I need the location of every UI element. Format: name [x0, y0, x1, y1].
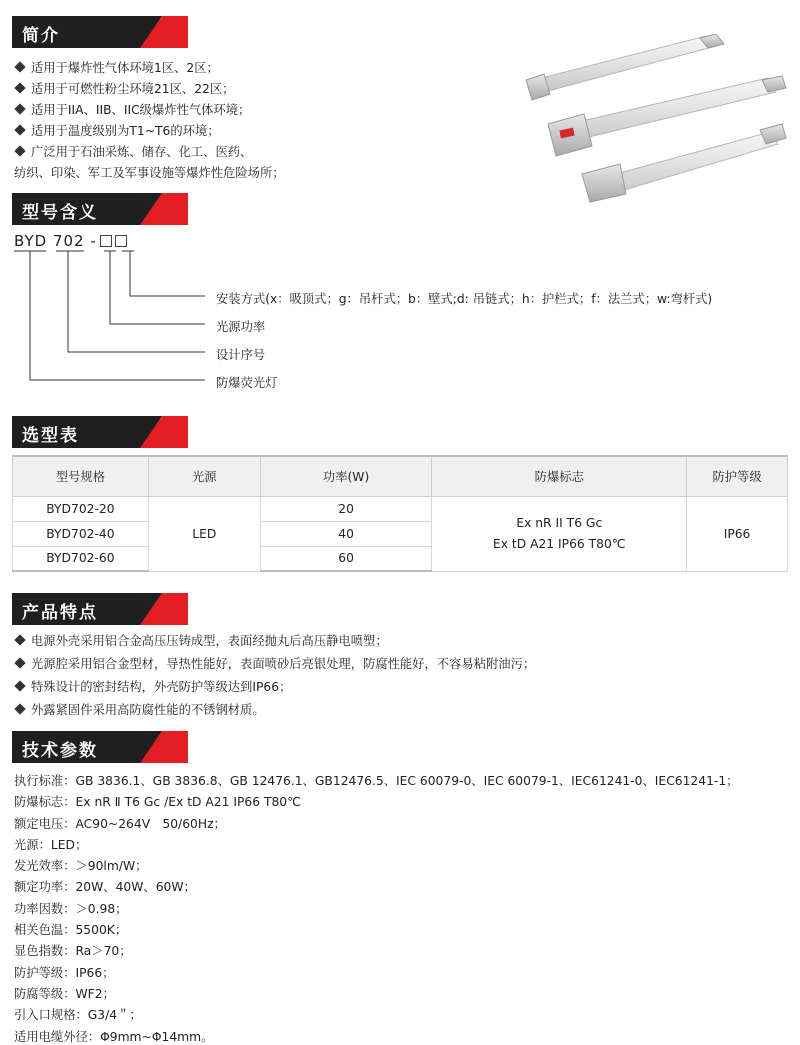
list-item: 适用于IIA、IIB、IIC级爆炸性气体环境；: [14, 100, 285, 121]
section-title-intro: 简介: [22, 26, 60, 46]
list-item: 适用于爆炸性气体环境1区、2区；: [14, 58, 285, 79]
param-line: 执行标准：GB 3836.1、GB 3836.8、GB 12476.1、GB12476.5、IEC 60079-0、IEC 60079-1、IEC61241-0、IEC61241-1；: [14, 774, 739, 788]
selection-table: [12, 455, 788, 572]
section-title-features: 产品特点: [22, 603, 98, 623]
param-line: 光源：LED；: [14, 837, 88, 852]
light-source-cell: LED: [148, 496, 260, 571]
column-header: 防爆标志: [432, 456, 687, 496]
protection-cell: IP66: [687, 496, 788, 571]
param-line: 发光效率：＞90lm/W；: [14, 859, 148, 874]
diamond-bullet-icon: [14, 634, 25, 645]
param-line: 相关色温：5500K；: [14, 923, 128, 938]
list-item: 电源外壳采用铝合金高压压铸成型，表面经抛丸后高压静电喷塑；: [14, 630, 535, 653]
list-item: 特殊设计的密封结构，外壳防护等级达到IP66；: [14, 676, 535, 699]
section-header-features: [12, 593, 188, 625]
model-cell: BYD702-20: [13, 496, 149, 521]
list-item: 广泛用于石油采炼、储存、化工、医药、: [14, 142, 285, 163]
model-cell: BYD702-60: [13, 546, 149, 571]
param-line: 适用电缆外径：Φ9mm~Φ14mm。: [14, 1029, 214, 1044]
ex-mark-cell: Ex nR II T6 Gc Ex tD A21 IP66 T80℃: [432, 496, 687, 571]
column-header: 功率(W): [260, 456, 432, 496]
model-label-power: 光源功率: [216, 320, 266, 334]
column-header: 防护等级: [687, 456, 788, 496]
section-header-tech: [12, 731, 188, 763]
tech-params-list: [14, 771, 738, 1045]
param-line: 防腐等级：WF2；: [14, 986, 115, 1001]
power-cell: 60: [260, 546, 432, 571]
param-line: 引入口规格：G3/4＂；: [14, 1008, 142, 1023]
section-header-selection: [12, 416, 188, 448]
diamond-bullet-icon: [14, 680, 25, 691]
param-line: 防护等级：IP66；: [14, 965, 115, 980]
list-item: 适用于温度级别为T1~T6的环境；: [14, 121, 285, 142]
list-item: 外露紧固件采用高防腐性能的不锈钢材质。: [14, 699, 535, 722]
power-cell: 20: [260, 496, 432, 521]
param-line: 防爆标志：Ex nR Ⅱ T6 Gc /Ex tD A21 IP66 T80℃: [14, 795, 301, 810]
power-cell: 40: [260, 521, 432, 546]
list-item: 光源腔采用铝合金型材，导热性能好，表面喷砂后亮银处理，防腐性能好，不容易粘附油污；: [14, 653, 535, 676]
column-header: 型号规格: [13, 456, 149, 496]
param-line: 额定电压：AC90~264V 50/60Hz；: [14, 816, 226, 831]
table-header-row: [13, 456, 788, 496]
model-diagram-lines: [0, 0, 800, 400]
param-line: 额定功率：20W、40W、60W；: [14, 880, 196, 895]
list-item-continuation: 纺织、印染、军工及军事设施等爆炸性危险场所；: [14, 166, 285, 180]
features-list: [14, 630, 535, 722]
diamond-bullet-icon: [14, 703, 25, 714]
model-label-serial: 设计序号: [216, 348, 266, 362]
section-title-model: 型号含义: [22, 203, 98, 223]
table-row: [13, 496, 788, 521]
param-line: 功率因数：＞0.98；: [14, 901, 128, 916]
param-line: 显色指数：Ra＞70；: [14, 944, 132, 959]
column-header: 光源: [148, 456, 260, 496]
model-label-product: 防爆荧光灯: [216, 376, 278, 390]
list-item: 适用于可燃性粉尘环境21区、22区；: [14, 79, 285, 100]
model-label-install: 安装方式(x：吸顶式；g：吊杆式；b：壁式;d: 吊链式；h：护栏式；f：法兰式；w:弯杆式): [216, 292, 713, 306]
model-cell: BYD702-40: [13, 521, 149, 546]
model-code: BYD 702 -: [14, 232, 127, 250]
section-title-tech: 技术参数: [22, 741, 98, 761]
section-title-selection: 选型表: [22, 426, 79, 446]
diamond-bullet-icon: [14, 657, 25, 668]
